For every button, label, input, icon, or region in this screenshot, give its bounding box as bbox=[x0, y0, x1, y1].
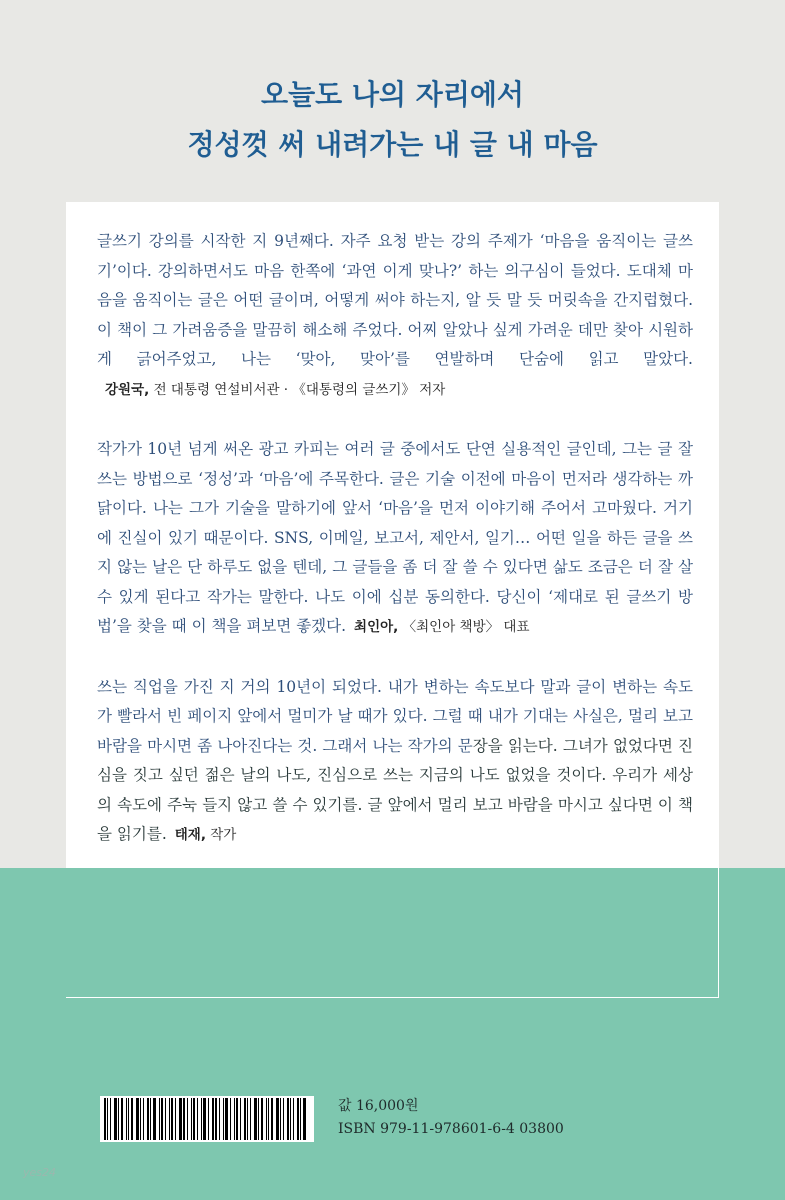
barcode-bar bbox=[104, 1098, 106, 1140]
barcode-bar bbox=[128, 1098, 129, 1140]
barcode-bar bbox=[223, 1098, 224, 1140]
blurb-1-text: 글쓰기 강의를 시작한 지 9년째다. 자주 요청 받는 강의 주제가 ‘마음을 움직이는 글쓰기’이다. 강의하면서도 마음 한쪽에 ‘과연 이게 맞나?’ 하는 의구심이 들었다. 도대체 마음을 움직이는 글은 어떤 글이며, 어떻게 써야 하는지, 알 듯 말 듯 머릿속을 간지럽혔다. 이 책이 그 가려움증을 말끔히 해소해 주었다. 어찌 알았나 싶게 가려운 데만 찾아 시원하게 긁어주었고, 나는 ‘맞아, 맞아’를 연발하며 단숨에 읽고 말았다. bbox=[97, 232, 693, 368]
barcode-bar bbox=[271, 1098, 273, 1140]
barcode-bar bbox=[300, 1098, 301, 1140]
barcode-bar bbox=[208, 1098, 209, 1140]
headline-line-2: 정성껏 써 내려가는 내 글 내 마음 bbox=[187, 128, 598, 161]
barcode-bar bbox=[140, 1098, 141, 1140]
blurb-3-signature bbox=[175, 827, 237, 843]
blurb-content bbox=[97, 227, 693, 851]
barcode-bar bbox=[143, 1098, 144, 1140]
barcode-bar bbox=[191, 1098, 192, 1140]
barcode-bar bbox=[179, 1098, 182, 1140]
barcode-bar bbox=[136, 1098, 139, 1140]
barcode-bar bbox=[201, 1098, 202, 1140]
barcode-bar bbox=[114, 1098, 117, 1140]
barcode-bar bbox=[258, 1098, 259, 1140]
barcode-bar bbox=[290, 1098, 291, 1140]
barcode-bar bbox=[297, 1098, 299, 1140]
barcode-bar bbox=[254, 1098, 257, 1140]
barcode-bar bbox=[276, 1098, 279, 1140]
barcode-bar bbox=[175, 1098, 176, 1140]
blurb-3-author: 태재, bbox=[174, 827, 206, 843]
blurb-3 bbox=[97, 673, 693, 851]
barcode-bar bbox=[234, 1098, 235, 1140]
barcode-bar bbox=[247, 1098, 248, 1140]
barcode-bar bbox=[131, 1098, 133, 1140]
barcode-bar bbox=[225, 1098, 228, 1140]
price: 값 16,000원 bbox=[338, 1098, 419, 1114]
barcode-bar bbox=[230, 1098, 231, 1140]
barcode-bar bbox=[240, 1098, 241, 1140]
barcode-bar bbox=[293, 1098, 294, 1140]
blurb-2 bbox=[97, 435, 693, 643]
blurb-3-role: 작가 bbox=[210, 827, 237, 843]
barcode-bar bbox=[280, 1098, 281, 1140]
barcode-bar bbox=[266, 1098, 267, 1140]
barcode-bar bbox=[215, 1098, 217, 1140]
blurb-2-signature bbox=[354, 619, 529, 635]
barcode bbox=[100, 1096, 314, 1142]
barcode-bar bbox=[244, 1098, 246, 1140]
barcode-bar bbox=[193, 1098, 195, 1140]
blurb-1-role: 전 대통령 연설비서관 · 《대통령의 글쓰기》 저자 bbox=[153, 381, 446, 398]
barcode-bar bbox=[165, 1098, 166, 1140]
blurb-2-author: 최인아, bbox=[354, 619, 399, 635]
barcode-bar bbox=[303, 1098, 306, 1140]
barcode-bar bbox=[197, 1098, 198, 1140]
barcode-bar bbox=[268, 1098, 269, 1140]
barcode-bar bbox=[287, 1098, 289, 1140]
blurb-1-author: 강원국, bbox=[105, 381, 150, 398]
headline bbox=[0, 70, 785, 170]
barcode-bar bbox=[212, 1098, 214, 1140]
barcode-bar bbox=[110, 1098, 111, 1140]
barcode-bar bbox=[261, 1098, 263, 1140]
barcode-bar bbox=[147, 1098, 149, 1140]
blurb-2-role: 〈최인아 책방〉 대표 bbox=[402, 619, 530, 635]
blurb-1-signature bbox=[105, 382, 445, 398]
barcode-bar bbox=[126, 1098, 127, 1140]
blurb-1 bbox=[97, 227, 693, 405]
barcode-bar bbox=[153, 1098, 156, 1140]
barcode-bar bbox=[203, 1098, 206, 1140]
watermark: yes24 bbox=[23, 1166, 57, 1179]
isbn: ISBN 979-11-978601-6-4 03800 bbox=[338, 1121, 564, 1137]
price-block bbox=[338, 1095, 564, 1141]
barcode-bar bbox=[169, 1098, 170, 1140]
barcode-bar bbox=[150, 1098, 151, 1140]
barcode-bar bbox=[219, 1098, 220, 1140]
barcode-bar bbox=[187, 1098, 188, 1140]
barcode-bar bbox=[161, 1098, 163, 1140]
barcode-bar bbox=[171, 1098, 173, 1140]
headline-line-1: 오늘도 나의 자리에서 bbox=[261, 78, 524, 111]
blurb-3-text-lower: 장을 읽는다. 그녀가 없었다면 진심을 짓고 싶던 젊은 날의 나도, 진심으로 쓰는 지금의 나도 없었을 것이다. 우리가 세상의 속도에 주눅 들지 않고 쓸 수 있기를. 글 앞에서 멀리 보고 바람을 마시고 싶다면 이 책을 읽기를. bbox=[97, 736, 693, 843]
barcode-bar bbox=[107, 1098, 108, 1140]
barcode-bar bbox=[159, 1098, 160, 1140]
blurb-2-text: 작가가 10년 넘게 써온 광고 카피는 여러 글 중에서도 단연 실용적인 글인데, 그는 글 잘 쓰는 방법으로 ‘정성’과 ‘마음’에 주목한다. 글은 기술 이전에 마음이 먼저라 생각하는 까닭이다. 나는 그가 기술을 말하기에 앞서 ‘마음’을 먼저 이야기해 주어서 고마웠다. 거기에 진실이 있기 때문이다. SNS, 이메일, 보고서, 제안서, 일기… 어떤 일을 하든 글을 쓰지 않는 날은 단 하루도 없을 텐데, 그 글들을 좀 더 잘 쓸 수 있다면 삶도 조금은 더 잘 살 수 있게 된다고 작가는 말한다. 나도 이에 십분 동의한다. 당신이 ‘제대로 된 글쓰기 방법’을 찾을 때 이 책을 펴보면 좋겠다. bbox=[97, 440, 693, 635]
barcode-bar bbox=[118, 1098, 119, 1140]
barcode-bar bbox=[283, 1098, 284, 1140]
barcode-bar bbox=[121, 1098, 123, 1140]
blurb-3-text-upper: 쓰는 직업을 가진 지 거의 10년이 되었다. 내가 변하는 속도보다 말과 글이 변하는 속도가 빨라서 빈 페이지 앞에서 멀미가 날 때가 있다. 그럴 때 내가 기대는 사실은, 멀리 보고 바람을 마시면 좀 나아진다는 것. 그래서 나는 작가의 문 bbox=[97, 677, 693, 755]
card-teal-overlap bbox=[66, 868, 719, 998]
barcode-bar bbox=[183, 1098, 185, 1140]
barcode-bar bbox=[236, 1098, 238, 1140]
barcode-bar bbox=[250, 1098, 251, 1140]
